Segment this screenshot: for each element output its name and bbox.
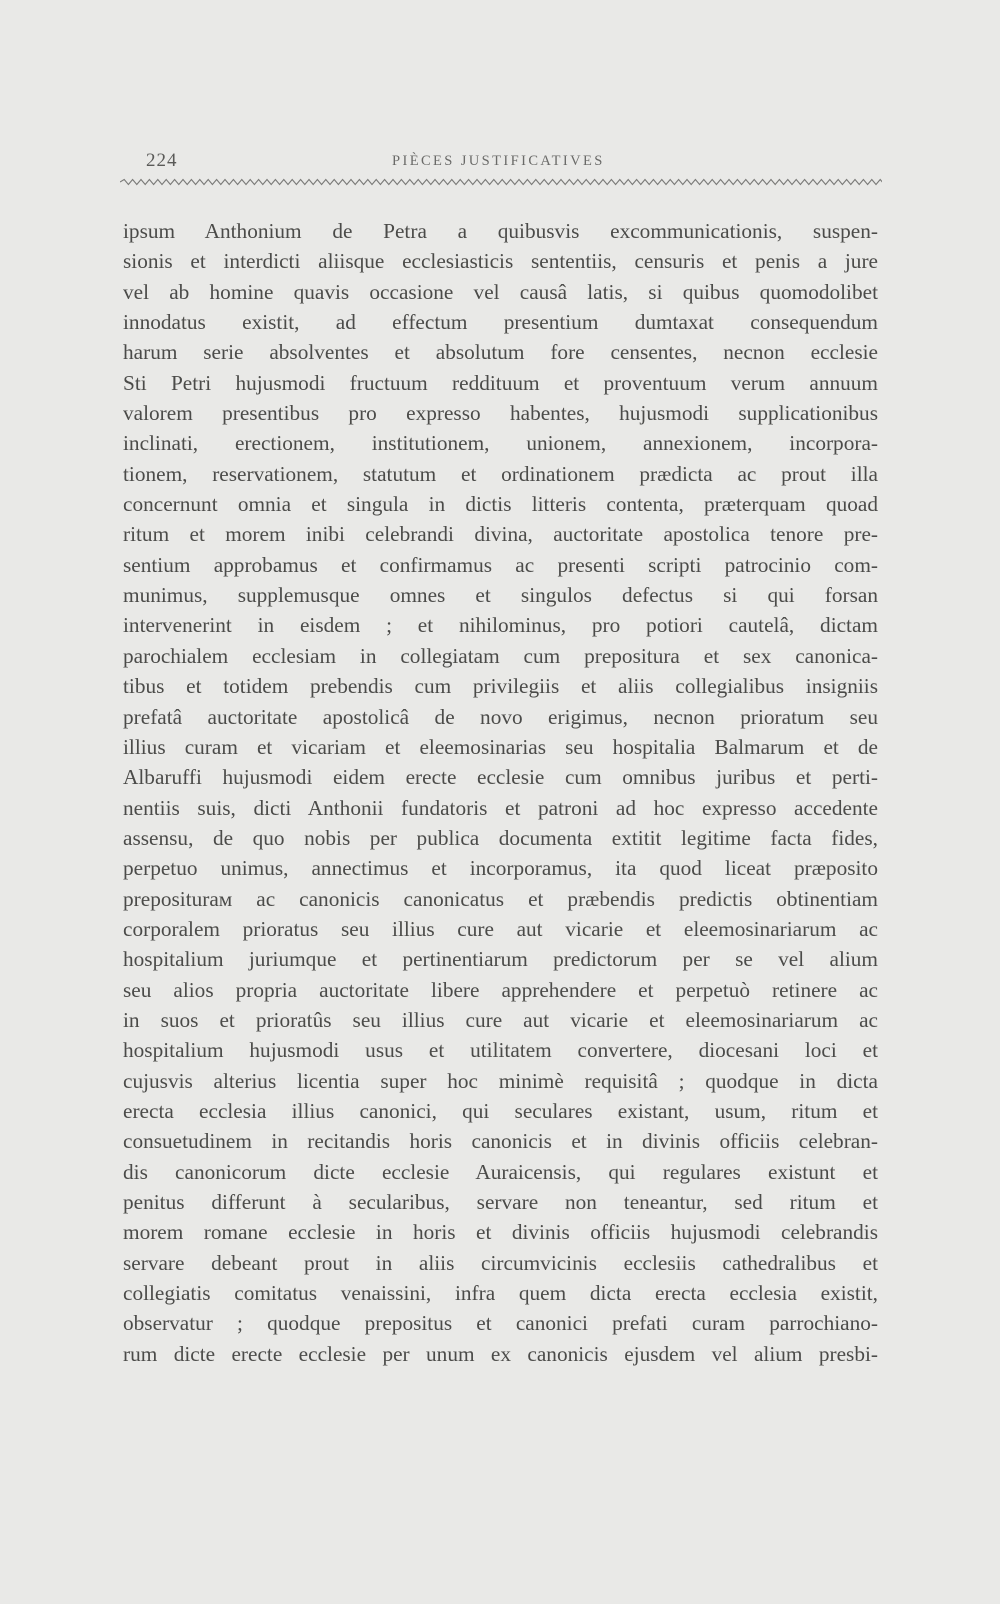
text-line: consuetudinem in recitandis horis canonicis et in divinis officiis celebran- bbox=[123, 1129, 878, 1154]
wavy-rule-divider bbox=[120, 176, 882, 188]
text-line: tibus et totidem prebendis cum privilegiis et aliis collegialibus insigniis bbox=[123, 674, 878, 699]
text-line: sionis et interdicti aliisque ecclesiasticis sententiis, censuris et penis a jure bbox=[123, 249, 878, 274]
text-line: Sti Petri hujusmodi fructuum reddituum et proventuum verum annuum bbox=[123, 370, 878, 395]
text-line: corporalem prioratus seu illius cure aut vicarie et eleemosinariarum ac bbox=[123, 916, 878, 941]
text-line: morem romane ecclesie in horis et divinis officiis hujusmodi celebrandis bbox=[123, 1220, 878, 1245]
text-line: perpetuo unimus, annectimus et incorporamus, ita quod liceat præposito bbox=[123, 856, 878, 881]
text-line: valorem presentibus pro expresso habentes, hujusmodi supplicationibus bbox=[123, 401, 878, 426]
text-line: innodatus existit, ad effectum presentium dumtaxat consequendum bbox=[123, 310, 878, 335]
text-line: harum serie absolventes et absolutum fore censentes, necnon ecclesie bbox=[123, 340, 878, 365]
text-line: ritum et morem inibi celebrandi divina, auctoritate apostolica tenore pre- bbox=[123, 522, 878, 547]
text-line: rum dicte erecte ecclesie per unum ex canonicis ejusdem vel alium presbi- bbox=[123, 1341, 878, 1366]
text-line: hospitalium hujusmodi usus et utilitatem convertere, diocesani loci et bbox=[123, 1038, 878, 1063]
text-line: assensu, de quo nobis per publica documenta extitit legitime facta fides, bbox=[123, 825, 878, 850]
text-line: vel ab homine quavis occasione vel causâ latis, si quibus quomodolibet bbox=[123, 279, 878, 304]
text-line: ipsum Anthonium de Petra a quibusvis excommunicationis, suspen- bbox=[123, 219, 878, 243]
text-line: Albaruffi hujusmodi eidem erecte ecclesie cum omnibus juribus et perti- bbox=[123, 765, 878, 790]
text-line: inclinati, erectionem, institutionem, unionem, annexionem, incorpora- bbox=[123, 431, 878, 456]
text-line: munimus, supplemusque omnes et singulos defectus si qui forsan bbox=[123, 583, 878, 608]
text-line: penitus differunt à secularibus, servare non teneantur, sed ritum et bbox=[123, 1190, 878, 1214]
text-line: cujusvis alterius licentia super hoc minimè requisitâ ; quodque in dicta bbox=[123, 1068, 878, 1093]
text-line: concernunt omnia et singula in dictis litteris contenta, præterquam quoad bbox=[123, 492, 878, 517]
text-line: dis canonicorum dicte ecclesie Auraicensis, qui regulares existunt et bbox=[123, 1159, 878, 1184]
text-line: intervenerint in eisdem ; et nihilominus, pro potiori cautelâ, dictam bbox=[123, 613, 878, 638]
text-line: parochialem ecclesiam in collegiatam cum prepositura et sex canonica- bbox=[123, 643, 878, 668]
text-line: erecta ecclesia illius canonici, qui seculares existant, usum, ritum et bbox=[123, 1098, 878, 1123]
text-line: collegiatis comitatus venaissini, infra quem dicta erecta ecclesia existit, bbox=[123, 1281, 878, 1306]
text-line: servare debeant prout in aliis circumvicinis ecclesiis cathedralibus et bbox=[123, 1250, 878, 1275]
text-line: tionem, reservationem, statutum et ordinationem prædicta ac prout illa bbox=[123, 461, 878, 486]
body-text bbox=[123, 216, 878, 1369]
text-line: prepositurам ac canonicis canonicatus et præbendis predictis obtinentiam bbox=[123, 886, 878, 911]
text-line: prefatâ auctoritate apostolicâ de novo erigimus, necnon prioratum seu bbox=[123, 704, 878, 729]
running-title: PIÈCES JUSTIFICATIVES bbox=[392, 153, 605, 169]
text-line: sentium approbamus et confirmamus ac presenti scripti patrocinio com- bbox=[123, 552, 878, 577]
text-line: nentiis suis, dicti Anthonii fundatoris et patroni ad hoc expresso accedente bbox=[123, 795, 878, 820]
text-line: observatur ; quodque prepositus et canonici prefati curam parrochiano- bbox=[123, 1311, 878, 1336]
text-line: hospitalium juriumque et pertinentiarum predictorum per se vel alium bbox=[123, 947, 878, 972]
text-line: illius curam et vicariam et eleemosinarias seu hospitalia Balmarum et de bbox=[123, 734, 878, 759]
text-line: seu alios propria auctoritate libere apprehendere et perpetuò retinere ac bbox=[123, 977, 878, 1002]
page-header bbox=[146, 150, 872, 176]
page-number: 224 bbox=[146, 150, 178, 171]
text-line: in suos et prioratûs seu illius cure aut vicarie et eleemosinariarum ac bbox=[123, 1007, 878, 1032]
